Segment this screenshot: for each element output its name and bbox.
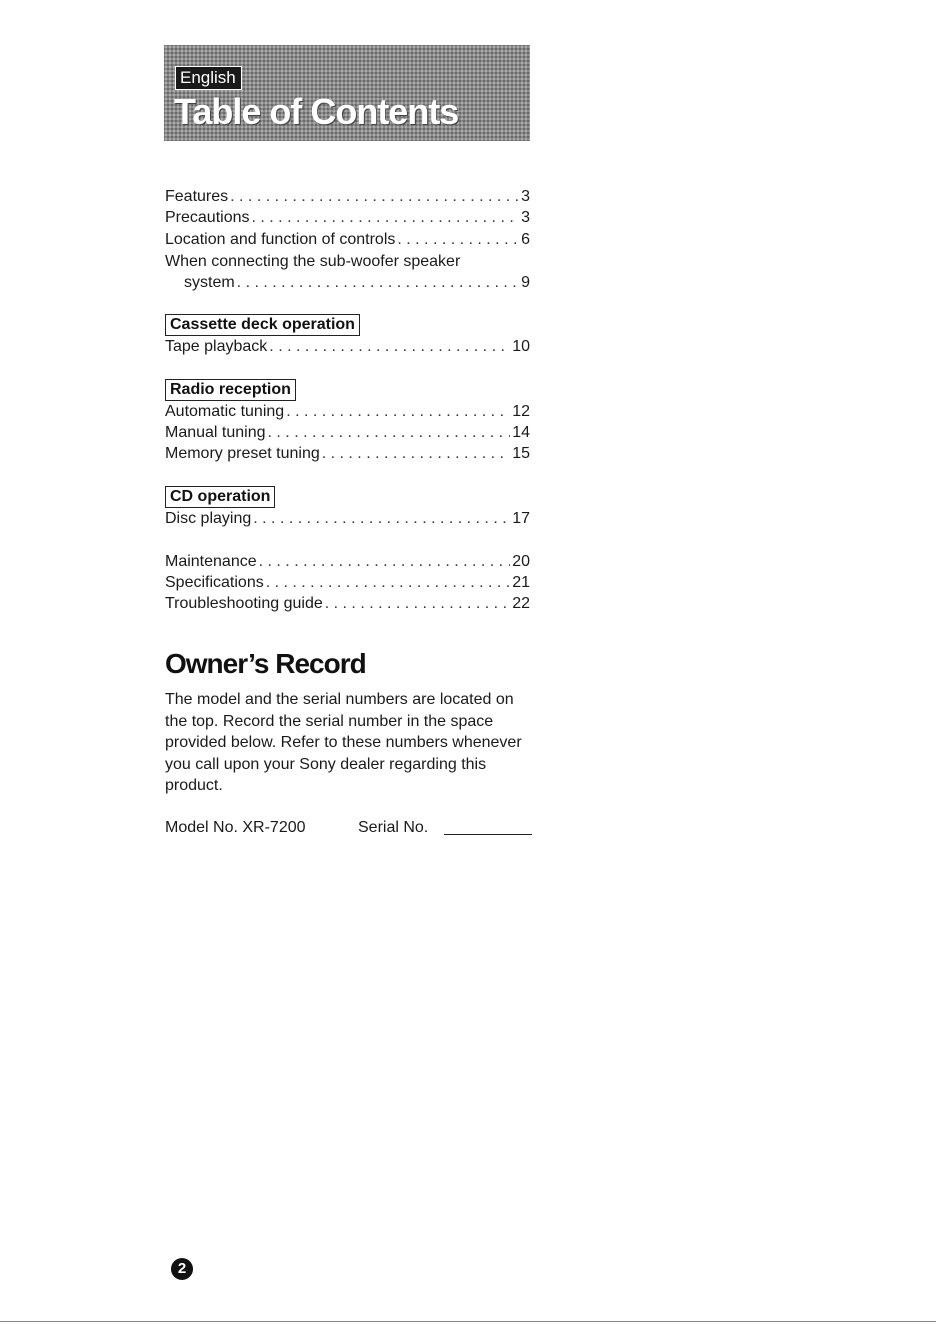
toc-entry-location-controls[interactable]: Location and function of controls . . . 6 bbox=[165, 230, 530, 250]
leader-dots bbox=[268, 423, 511, 443]
leader-dots bbox=[237, 273, 519, 293]
leader-dots bbox=[322, 444, 510, 464]
toc-entry-maintenance[interactable]: Maintenance . . . 20 bbox=[165, 552, 530, 572]
toc-entry-features[interactable]: Features . . . 3 bbox=[165, 187, 530, 207]
leader-dots bbox=[397, 230, 519, 250]
page-number: 2 bbox=[171, 1258, 193, 1280]
toc-entry-troubleshooting[interactable]: Troubleshooting guide . . . 22 bbox=[165, 594, 530, 614]
leader-dots bbox=[325, 594, 510, 614]
section-heading-cd: CD operation bbox=[165, 486, 275, 508]
toc-entry-tape-playback[interactable]: Tape playback . . . 10 bbox=[165, 337, 530, 357]
serial-number-label: Serial No. bbox=[358, 819, 429, 836]
leader-dots bbox=[266, 573, 510, 593]
owners-record-title: Owner’s Record bbox=[165, 648, 366, 679]
leader-dots bbox=[253, 509, 510, 529]
section-heading-radio: Radio reception bbox=[165, 379, 296, 401]
owners-record-body: The model and the serial numbers are located on the top. Record the serial number in the space provided below. Refer to these numbers whenever you call upon your Sony dealer regarding this product. bbox=[165, 691, 522, 794]
language-badge: English bbox=[175, 66, 242, 90]
toc-entry-manual-tuning[interactable]: Manual tuning . . . 14 bbox=[165, 423, 530, 443]
bottom-divider bbox=[0, 1321, 936, 1322]
leader-dots bbox=[286, 402, 510, 422]
section-heading-cassette: Cassette deck operation bbox=[165, 314, 360, 336]
leader-dots bbox=[252, 208, 520, 228]
toc-entry-subwoofer-line2[interactable]: system . . . 9 bbox=[184, 273, 530, 293]
leader-dots bbox=[259, 552, 511, 572]
header-banner bbox=[164, 45, 530, 141]
toc-entry-memory-preset[interactable]: Memory preset tuning . . . 15 bbox=[165, 444, 530, 464]
toc-entry-automatic-tuning[interactable]: Automatic tuning . . . 12 bbox=[165, 402, 530, 422]
leader-dots bbox=[269, 337, 510, 357]
serial-number-blank bbox=[444, 834, 532, 835]
model-number: Model No. XR-7200 bbox=[165, 819, 306, 836]
page-title: Table of Contents bbox=[174, 91, 459, 132]
toc-entry-specifications[interactable]: Specifications . . . 21 bbox=[165, 573, 530, 593]
leader-dots bbox=[230, 187, 519, 207]
toc-entry-subwoofer-line1[interactable]: When connecting the sub-woofer speaker bbox=[165, 253, 461, 270]
toc-entry-precautions[interactable]: Precautions . . . 3 bbox=[165, 208, 530, 228]
toc-entry-disc-playing[interactable]: Disc playing . . . 17 bbox=[165, 509, 530, 529]
